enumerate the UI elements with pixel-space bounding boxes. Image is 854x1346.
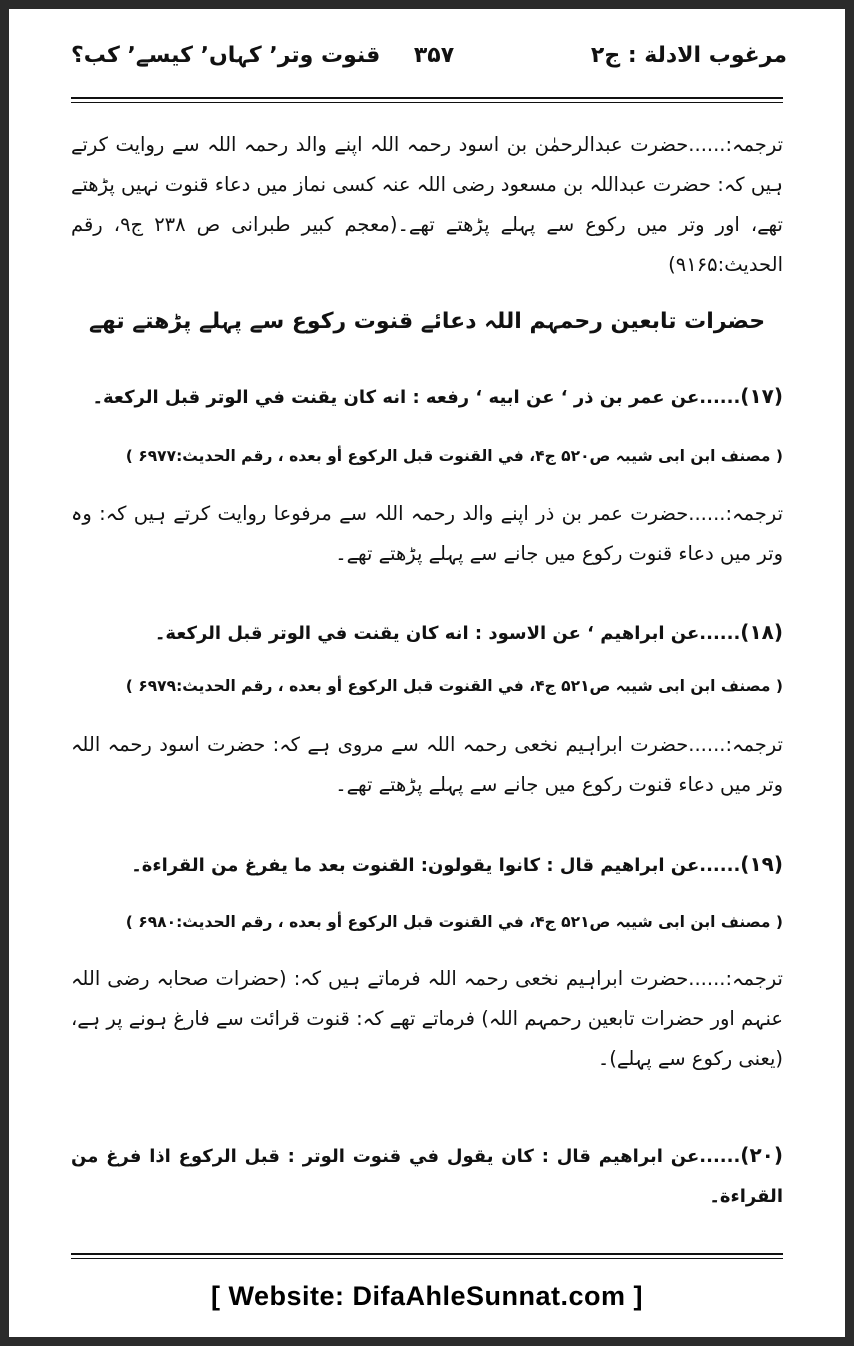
hadith-19-arabic: [71, 847, 783, 883]
footer-rule-top: [71, 1253, 783, 1255]
book-title: مرغوب الادلة : ج۲: [590, 43, 787, 68]
hadith-17-arabic: [71, 379, 783, 415]
hadith-18-arabic: [71, 615, 783, 651]
footer-rule-bottom: [71, 1258, 783, 1259]
header-rule-top: [71, 97, 783, 99]
page-number: ۳۵۷: [413, 43, 455, 68]
hadith-19-reference: ( مصنف ابن ابی شیبہ ص۵۲۱ ج۴، في القنوت قبل الركوع أو بعده ، رقم الحديث:۶۹۸۰ ): [125, 913, 783, 931]
header-rule-bottom: [71, 102, 783, 103]
hadith-19-translation: ترجمہ:......حضرت ابراہیم نخعی رحمہ اللہ فرماتے ہیں کہ: (حضرات صحابہ رضی اللہ عنہم اور حضرات تابعین رحمہم اللہ) فرماتے تھے کہ: قنوت قرائت سے فارغ ہونے پر ہے، (یعنی رکوع سے پہلے)۔: [71, 967, 783, 1070]
hadith-17-translation: ترجمہ:......حضرت عمر بن ذر اپنے والد رحمہ اللہ سے مرفوعا روایت کرتے ہیں کہ: وہ وتر میں دعاء قنوت رکوع میں جانے سے پہلے پڑھتے تھے۔: [71, 502, 783, 565]
hadith-18-translation: ترجمہ:......حضرت ابراہیم نخعی رحمہ اللہ سے مروی ہے کہ: حضرت اسود رحمہ اللہ وتر میں دعاء قنوت رکوع میں جانے سے پہلے پڑھتے تھے۔: [71, 733, 783, 796]
hadith-18-number: (۱۸): [740, 620, 783, 644]
website-footer: [ Website: DifaAhleSunnat.com ]: [210, 1281, 644, 1311]
hadith-18-reference: ( مصنف ابن ابی شیبہ ص۵۲۱ ج۴، في القنوت قبل الركوع أو بعده ، رقم الحديث:۶۹۷۹ ): [125, 677, 783, 695]
chapter-title: قنوت وتر٬ کہاں٬ کیسے٬ کب؟: [71, 43, 381, 68]
hadith-19-text: ......عن ابراهيم قال : كانوا يقولون: القنوت بعد ما يفرغ من القراءة۔: [131, 855, 741, 876]
hadith-17-text: ......عن عمر بن ذر ‘ عن ابيه ‘ رفعه : انه كان يقنت في الوتر قبل الركعة۔: [92, 387, 741, 408]
hadith-19-number: (۱۹): [740, 852, 783, 876]
hadith-17-number: (۱۷): [740, 384, 783, 408]
hadith-20-number: (۲۰): [740, 1143, 783, 1167]
hadith-17-reference: ( مصنف ابن ابی شیبہ ص۵۲۰ ج۴، في القنوت قبل الركوع أو بعده ، رقم الحديث:۶۹۷۷ ): [125, 447, 783, 465]
hadith-20-text: ......عن ابراهيم قال : كان يقول في قنوت الوتر : قبل الركوع اذا فرغ من القراءة۔: [71, 1146, 783, 1207]
hadith-18-text: ......عن ابراهيم ‘ عن الاسود : انه كان يقنت في الوتر قبل الركعة۔: [154, 623, 741, 644]
hadith-20-arabic: [71, 1135, 783, 1217]
top-translation: ترجمہ:......حضرت عبدالرحمٰن بن اسود رحمہ اللہ اپنے والد رحمہ اللہ سے روایت کرتے ہیں کہ: حضرت عبداللہ بن مسعود رضی اللہ عنہ کسی نماز میں دعاء قنوت نہیں پڑھتے تھے، اور وتر میں رکوع سے پہلے پڑھتے تھے۔(معجم کبیر طبرانی ص ۲۳۸ ج۹، رقم الحدیث:۹۱۶۵): [71, 133, 783, 276]
section-heading: حضرات تابعین رحمہم اللہ دعائے قنوت رکوع سے پہلے پڑھتے تھے: [88, 309, 766, 334]
document-page: [9, 9, 845, 1337]
